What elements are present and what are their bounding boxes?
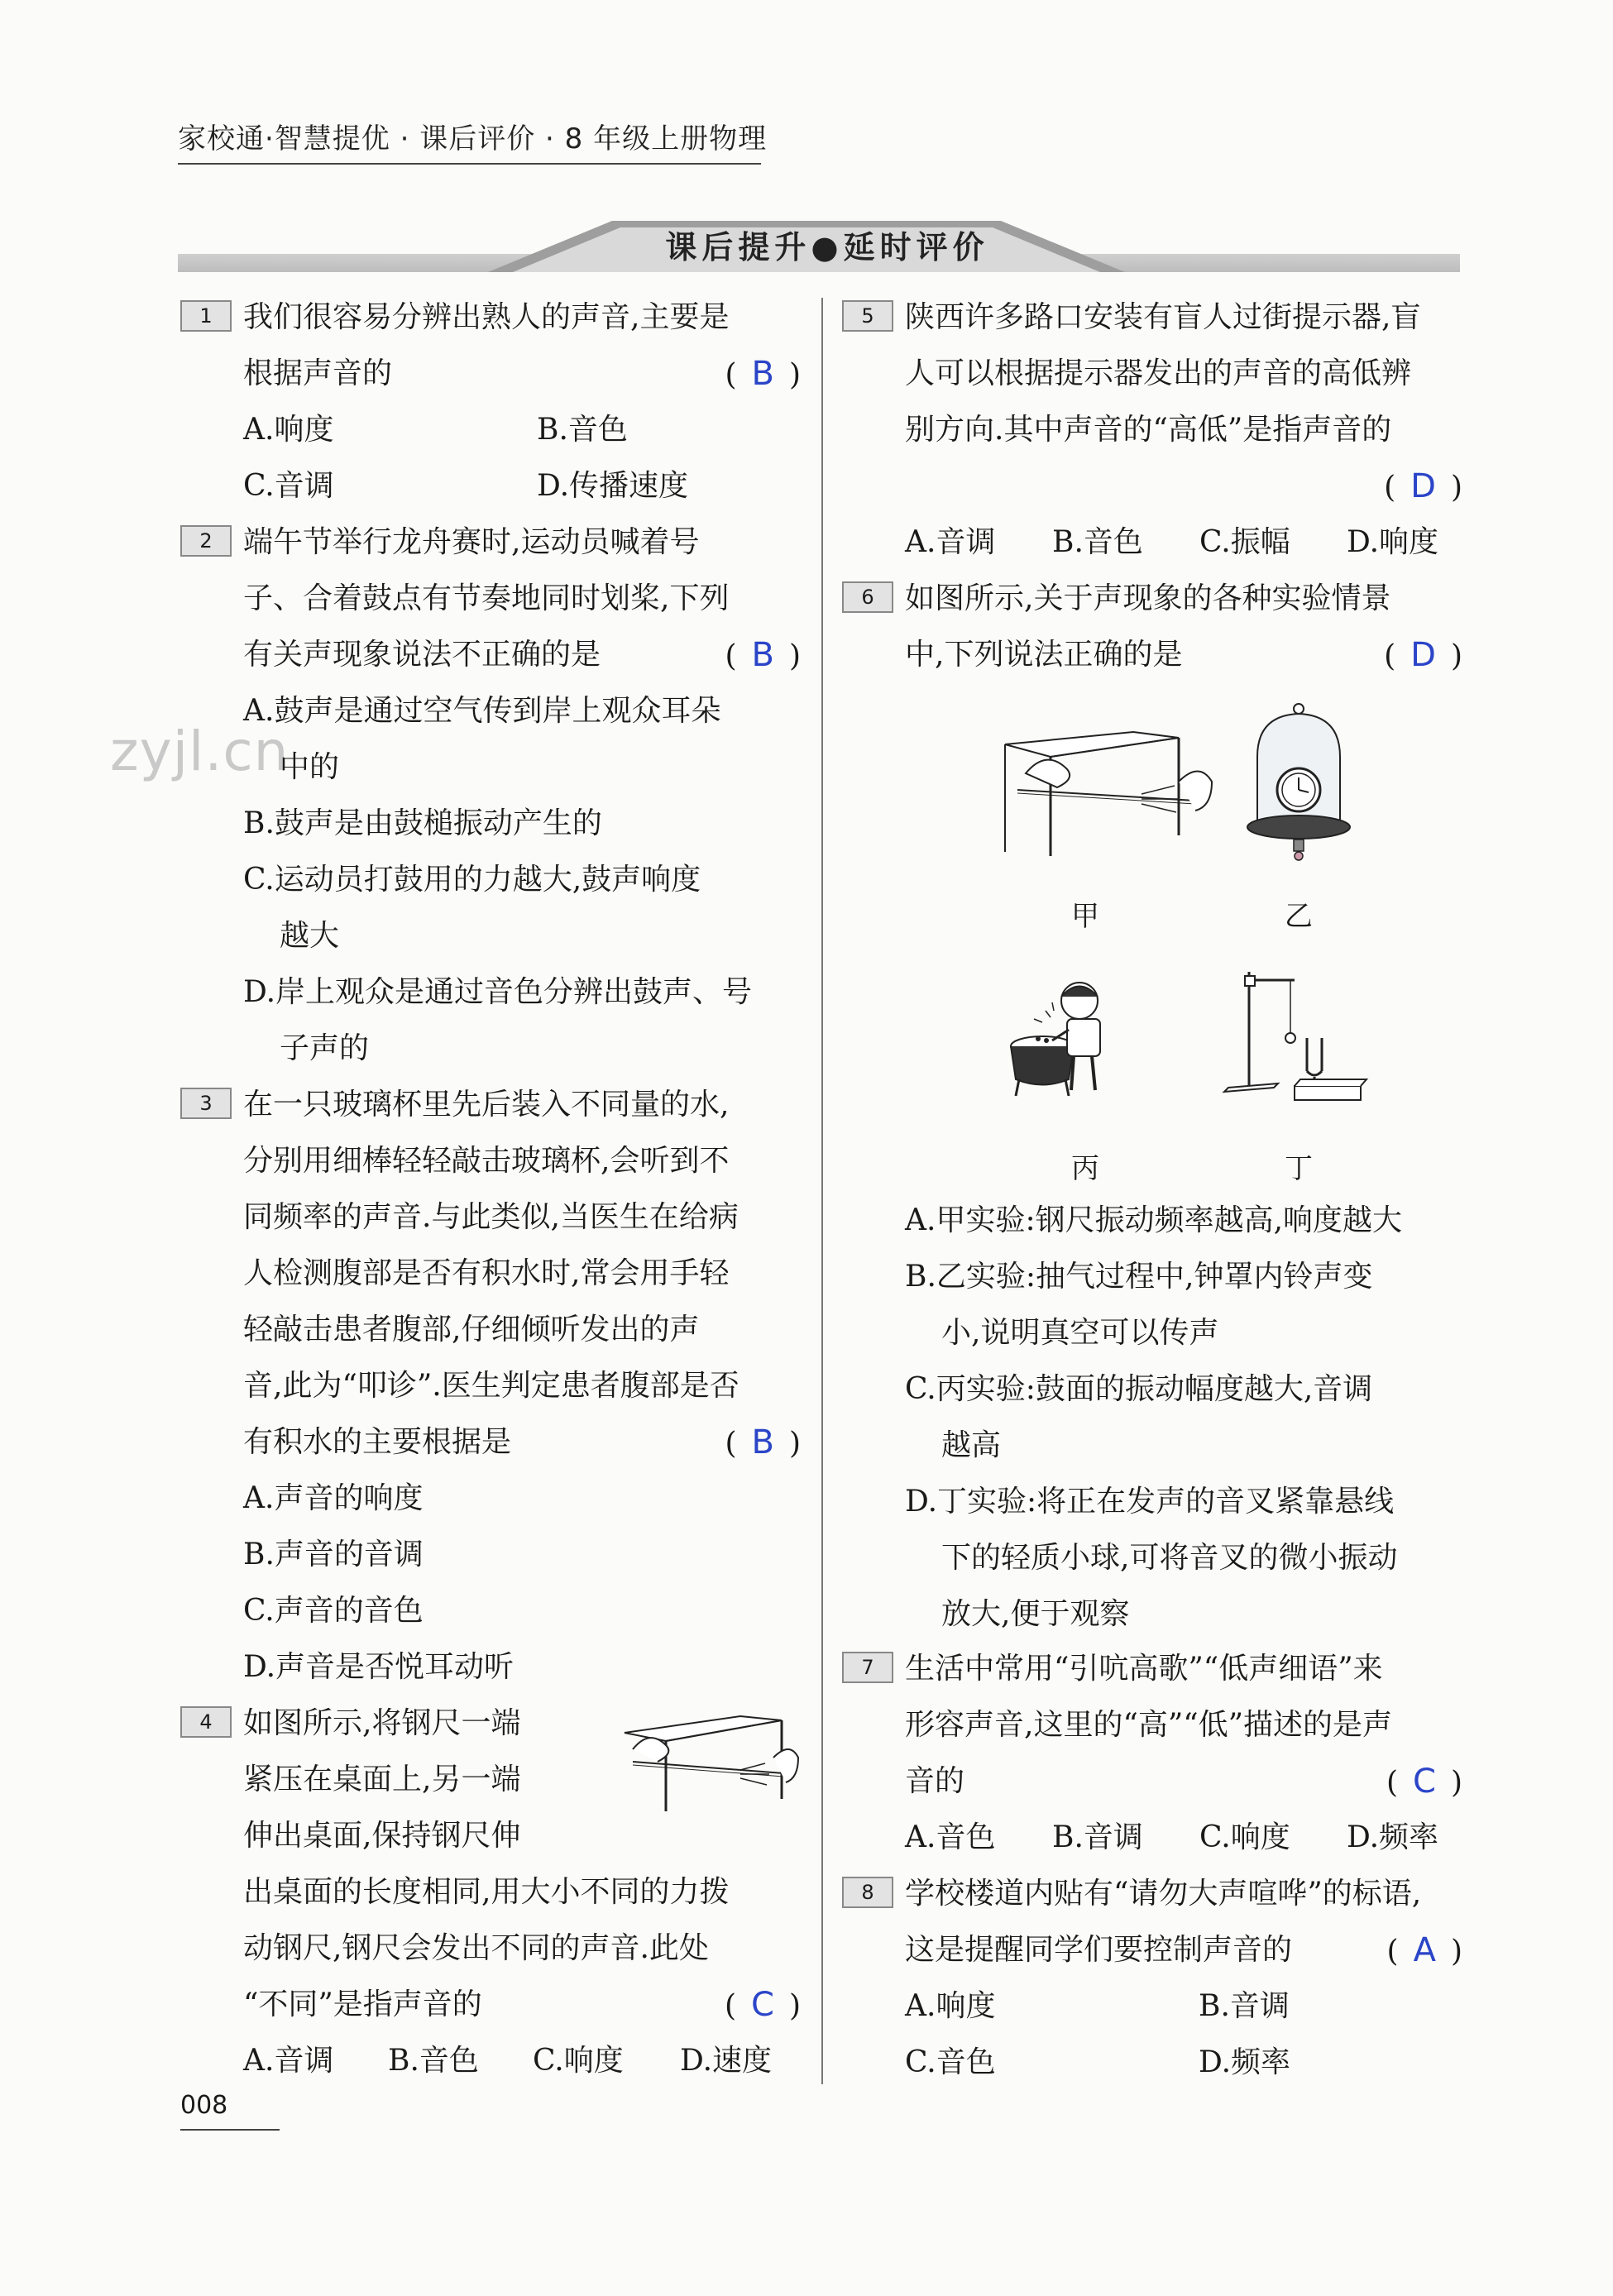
answer-letter: B (751, 636, 774, 674)
answer-slot: ( C ) (1386, 1763, 1462, 1801)
figure-jia-ruler (1001, 728, 1216, 860)
page-number: 008 (180, 2091, 228, 2120)
question-number: 6 (842, 581, 893, 613)
answer-letter: C (1413, 1763, 1436, 1801)
answer-slot: ( B ) (725, 355, 801, 393)
column-divider (821, 298, 823, 2084)
answer-letter: D (1410, 636, 1436, 674)
section-title: 课后提升●延时评价 (665, 229, 989, 265)
figure-bing-drum (1001, 968, 1125, 1100)
question-5: 5 陕西许多路口安装有盲人过街提示器,盲 人可以根据提示器发出的声音的高低辨 别方向.其中声音的“高低”是指声音的 ( D ) A.音调 B.音色 C.振幅 D.响度 (842, 289, 1462, 571)
watermark: zyjl.cn (110, 720, 290, 783)
question-number: 7 (842, 1652, 893, 1683)
figure-yi-bell-jar (1241, 699, 1357, 864)
question-number: 5 (842, 300, 893, 332)
answer-letter: C (751, 1986, 774, 2024)
question-number: 8 (842, 1877, 893, 1908)
question-number: 2 (180, 525, 232, 557)
question-4: 4 如图所示,将钢尺一端 紧压在桌面上,另一端 伸出桌面,保持钢尺伸 出桌面的长度相同,用大小不同的力拨 动钢尺,钢尺会发出不同的声音.此处 “不同”是指声音的 ( C ) A.音调 B.音色 C.响度 D.速度 (180, 1696, 801, 2089)
answer-slot: ( D ) (1384, 467, 1462, 505)
caption-yi: 乙 (1285, 900, 1313, 933)
question-number: 1 (180, 300, 232, 332)
answer-letter: A (1413, 1931, 1436, 1969)
header-rule (178, 163, 761, 165)
question-6-options: A.甲实验:钢尺振动频率越高,响度越大 B.乙实验:抽气过程中,钟罩内铃声变 小,说明真空可以传声 C.丙实验:鼓面的振动幅度越大,音调 越高 D.丁实验:将正在发声的音叉紧靠悬线 下的轻质小球,可将音叉的微小振动 放大,便于观察 (905, 1203, 1403, 1631)
footer-rule (180, 2129, 280, 2131)
caption-jia: 甲 (1071, 900, 1099, 933)
answer-letter: B (751, 1423, 774, 1461)
caption-bing: 丙 (1071, 1152, 1099, 1185)
question-number: 3 (180, 1088, 232, 1119)
answer-slot: ( C ) (724, 1986, 801, 2024)
answer-letter: D (1410, 467, 1436, 505)
question-3: 3 在一只玻璃杯里先后装入不同量的水, 分别用细棒轻轻敲击玻璃杯,会听到不 同频率的声音.与此类似,当医生在给病 人检测腹部是否有积水时,常会用手轻 轻敲击患者腹部,仔细倾听发出的声 音,此为“叩诊”.医生判定患者腹部是否 有积水的主要根据是 ( B ) A.声音的响度 B.声音的音调 C.声音的音色 D.声音是否悦耳动听 (180, 1077, 801, 1696)
figure-ding-tuning-fork (1216, 964, 1373, 1104)
caption-ding: 丁 (1285, 1152, 1313, 1185)
ruler-on-table-figure (616, 1708, 806, 1824)
question-6: 6 如图所示,关于声现象的各种实验情景 中,下列说法正确的是 ( D ) (842, 571, 1462, 683)
question-8: 8 学校楼道内贴有“请勿大声喧哗”的标语, 这是提醒同学们要控制声音的 ( A ) A.响度 B.音调 C.音色 D.频率 (842, 1866, 1462, 2091)
question-7: 7 生活中常用“引吭高歌”“低声细语”来 形容声音,这里的“高”“低”描述的是声 音的 ( C ) A.音色 B.音调 C.响度 D.频率 (842, 1641, 1462, 1866)
answer-letter: B (751, 355, 774, 393)
answer-slot: ( A ) (1386, 1931, 1462, 1969)
running-header: 家校通·智慧提优 · 课后评价 · 8 年级上册物理 (178, 122, 768, 155)
question-1: 1 我们很容易分辨出熟人的声音,主要是 根据声音的 ( B ) A.响度 B.音色 C.音调 D.传播速度 (180, 289, 801, 514)
answer-slot: ( B ) (725, 1423, 801, 1461)
answer-slot: ( B ) (725, 636, 801, 674)
question-number: 4 (180, 1706, 232, 1738)
question-2: 2 端午节举行龙舟赛时,运动员喊着号 子、合着鼓点有节奏地同时划桨,下列 有关声现象说法不正确的是 ( B ) A.鼓声是通过空气传到岸上观众耳朵 中的 B.鼓声是由鼓槌振动产生的 C.运动员打鼓用的力越大,鼓声响度 越大 D.岸上观众是通过音色分辨出鼓声、号 子声的 (180, 514, 801, 1077)
answer-slot: ( D ) (1384, 636, 1462, 674)
